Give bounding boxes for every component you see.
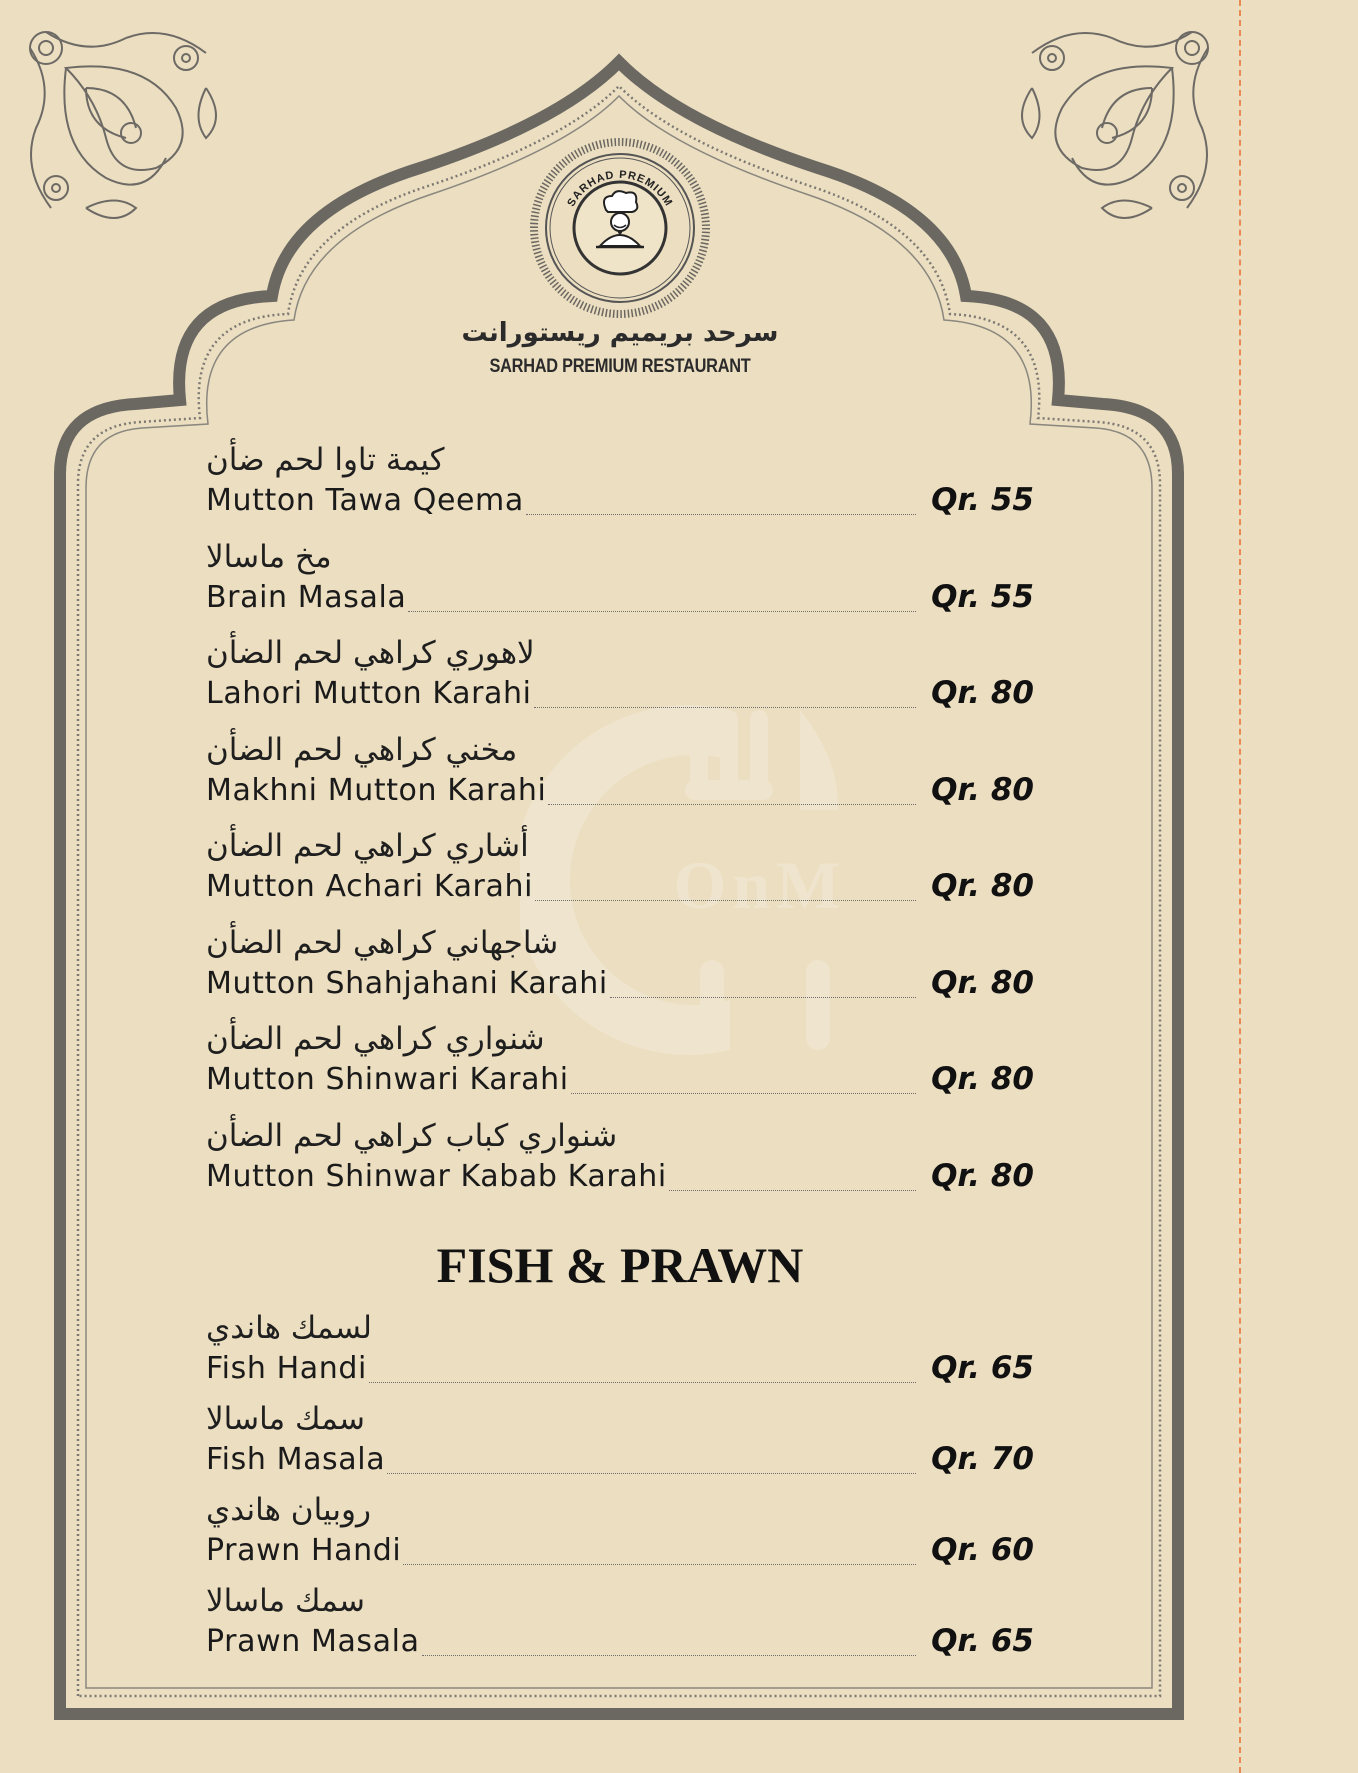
item-name-english: Prawn Handi: [206, 1533, 402, 1568]
item-price: Qr. 80: [931, 964, 1034, 1001]
item-price: Qr. 80: [931, 1061, 1034, 1097]
item-name-english: Mutton Shinwar Kabab Karahi: [206, 1158, 667, 1194]
menu-item: [206, 438, 1034, 535]
menu-item: [206, 631, 1034, 728]
item-name-arabic: لسمك هاندي: [206, 1310, 372, 1346]
item-name-arabic: لاهوري كراهي لحم الضأن: [206, 635, 535, 671]
paisley-floral-ornament-icon: [1006, 28, 1212, 234]
logo-ring-text: SARHAD PREMIUM: [565, 168, 675, 209]
menu-item: [206, 1114, 1034, 1211]
restaurant-name-english: SARHAD PREMIUM RESTAURANT: [489, 356, 751, 377]
item-name-english: Makhni Mutton Karahi: [206, 772, 547, 808]
item-name-english: Lahori Mutton Karahi: [206, 676, 532, 711]
item-name-arabic: مخني كراهي لحم الضأن: [206, 731, 518, 768]
menu-item: [206, 535, 1034, 632]
dotted-leader: [535, 899, 916, 901]
item-name-arabic: سمك ماسالا: [206, 1583, 366, 1619]
item-price: Qr. 80: [931, 1157, 1034, 1194]
item-name-arabic: شنواري كراهي لحم الضأن: [206, 1021, 545, 1057]
dotted-leader: [387, 1472, 916, 1474]
item-name-arabic: شنواري كباب كراهي لحم الضأن: [206, 1117, 618, 1154]
menu-item: [206, 921, 1034, 1018]
item-name-english: Mutton Shinwari Karahi: [206, 1062, 569, 1097]
dotted-leader: [369, 1381, 916, 1383]
item-name-arabic: سمك ماسالا: [206, 1401, 366, 1437]
dotted-leader: [534, 706, 916, 708]
mutton-menu-list: [206, 438, 1034, 1210]
dotted-leader: [403, 1563, 916, 1565]
item-name-arabic: كيمة تاوا لحم ضأن: [206, 442, 445, 478]
item-price: Qr. 80: [931, 868, 1034, 904]
watermark-text: OnM: [673, 847, 847, 923]
item-price: Qr. 55: [931, 482, 1034, 518]
menu-item: [206, 728, 1034, 825]
item-name-arabic: مخ ماسالا: [206, 538, 332, 575]
item-name-english: Fish Handi: [206, 1351, 367, 1386]
item-name-arabic: روبيان هاندي: [206, 1492, 371, 1528]
item-name-english: Prawn Masala: [206, 1624, 420, 1659]
item-name-arabic: شاجهاني كراهي لحم الضأن: [206, 924, 559, 961]
menu-item: [206, 1017, 1034, 1114]
dotted-leader: [669, 1189, 916, 1191]
item-price: Qr. 80: [931, 675, 1034, 711]
item-price: Qr. 65: [931, 1350, 1034, 1386]
section-title-fish-prawn: FISH & PRAWN: [436, 1237, 804, 1293]
menu-item: [206, 824, 1034, 921]
item-name-english: Fish Masala: [206, 1442, 386, 1477]
item-price: Qr. 65: [931, 1623, 1034, 1659]
item-price: Qr. 70: [931, 1441, 1034, 1477]
menu-item: [206, 1488, 1034, 1579]
dotted-leader: [526, 513, 916, 515]
chef-with-cloche-emblem-icon: [530, 138, 710, 318]
item-name-english: Brain Masala: [206, 579, 407, 615]
dotted-leader: [548, 803, 916, 805]
paisley-floral-ornament-icon: [26, 28, 232, 234]
item-price: Qr. 55: [931, 578, 1034, 615]
dotted-leader: [571, 1092, 916, 1094]
item-price: Qr. 80: [931, 771, 1034, 808]
menu-item: [206, 1306, 1034, 1397]
item-name-english: Mutton Shahjahani Karahi: [206, 965, 608, 1001]
dotted-leader: [408, 610, 916, 612]
fish-prawn-menu-list: [206, 1306, 1034, 1670]
dotted-leader: [610, 996, 916, 998]
item-price: Qr. 60: [931, 1532, 1034, 1568]
item-name-english: Mutton Tawa Qeema: [206, 483, 524, 518]
item-name-english: Mutton Achari Karahi: [206, 869, 534, 904]
restaurant-name-arabic: سرحد بريميم ريستورانت: [461, 318, 779, 348]
menu-item: [206, 1397, 1034, 1488]
dotted-leader: [422, 1654, 916, 1656]
menu-item: [206, 1579, 1034, 1670]
item-name-arabic: أشاري كراهي لحم الضأن: [206, 828, 529, 864]
